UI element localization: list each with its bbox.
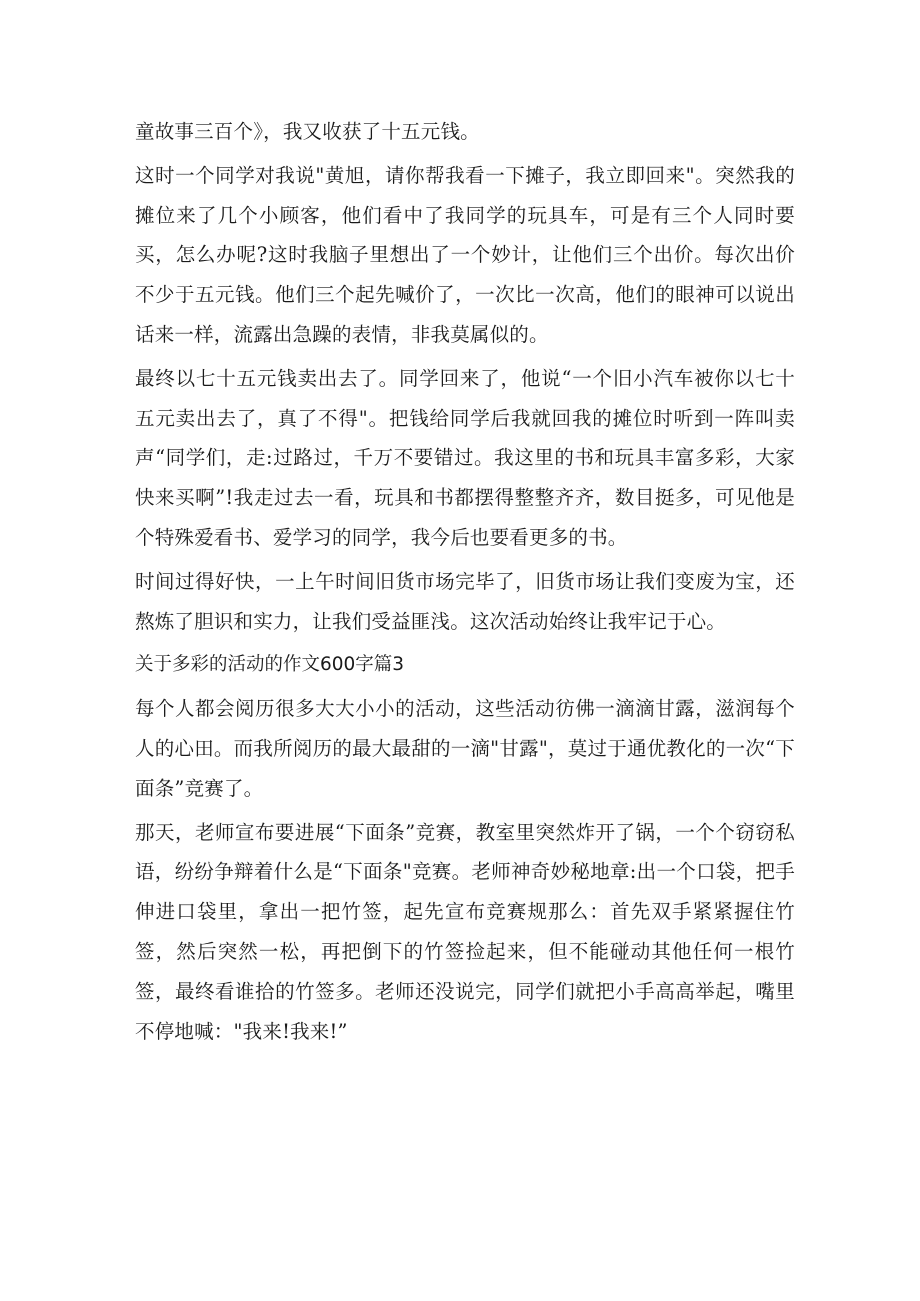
paragraph-1: 童故事三百个》，我又收获了十五元钱。: [135, 120, 480, 143]
paragraph-6: 那天，老师宣布要进展“下面条”竞赛，教室里突然炸开了锅，一个个窃窃私语，纷纷争辩着什么是“下面条"竞赛。老师神奇妙秘地章:出一个口袋，把手伸进口袋里，拿出一把竹签，起先宣布竞赛规那么：首先双手紧紧握住竹签，然后突然一松，再把倒下的竹签捡起来，但不能碰动其他任何一根竹签，最终看谁拾的竹签多。老师还没说完，同学们就把小手高高举起，嘴里不停地喊："我来!我来!”: [135, 820, 795, 1043]
section-heading: 关于多彩的活动的作文600字篇3: [135, 654, 405, 676]
paragraph-3: 最终以七十五元钱卖出去了。同学回来了，他说“一个旧小汽车被你以七十五元卖出去了，真了不得"。把钱给同学后我就回我的摊位时听到一阵叫卖声“同学们，走:过路过，千万不要错过。我这里的书和玩具丰富多彩，大家快来买啊”!我走过去一看，玩具和书都摆得整整齐齐，数目挺多，可见他是个特殊爱看书、爱学习的同学，我今后也要看更多的书。: [135, 366, 795, 549]
paragraph-4: 时间过得好快，一上午时间旧货市场完毕了，旧货市场让我们变废为宝，还熬炼了胆识和实力，让我们受益匪浅。这次活动始终让我牢记于心。: [135, 569, 795, 633]
paragraph-5: 每个人都会阅历很多大大小小的活动，这些活动彷佛一滴滴甘露，滋润每个人的心田。而我所阅历的最大最甜的一滴"甘露"，莫过于通优教化的一次“下面条”竞赛了。: [135, 697, 795, 800]
paragraph-2: 这时一个同学对我说"黄旭，请你帮我看一下摊子，我立即回来"。突然我的摊位来了几个小顾客，他们看中了我同学的玩具车，可是有三个人同时要买，怎么办呢?这时我脑子里想出了一个妙计，让他们三个出价。每次出价不少于五元钱。他们三个起先喊价了，一次比一次高，他们的眼神可以说出话来一样，流露出急躁的表情，非我莫属似的。: [135, 163, 795, 346]
document-body: [135, 112, 795, 1055]
